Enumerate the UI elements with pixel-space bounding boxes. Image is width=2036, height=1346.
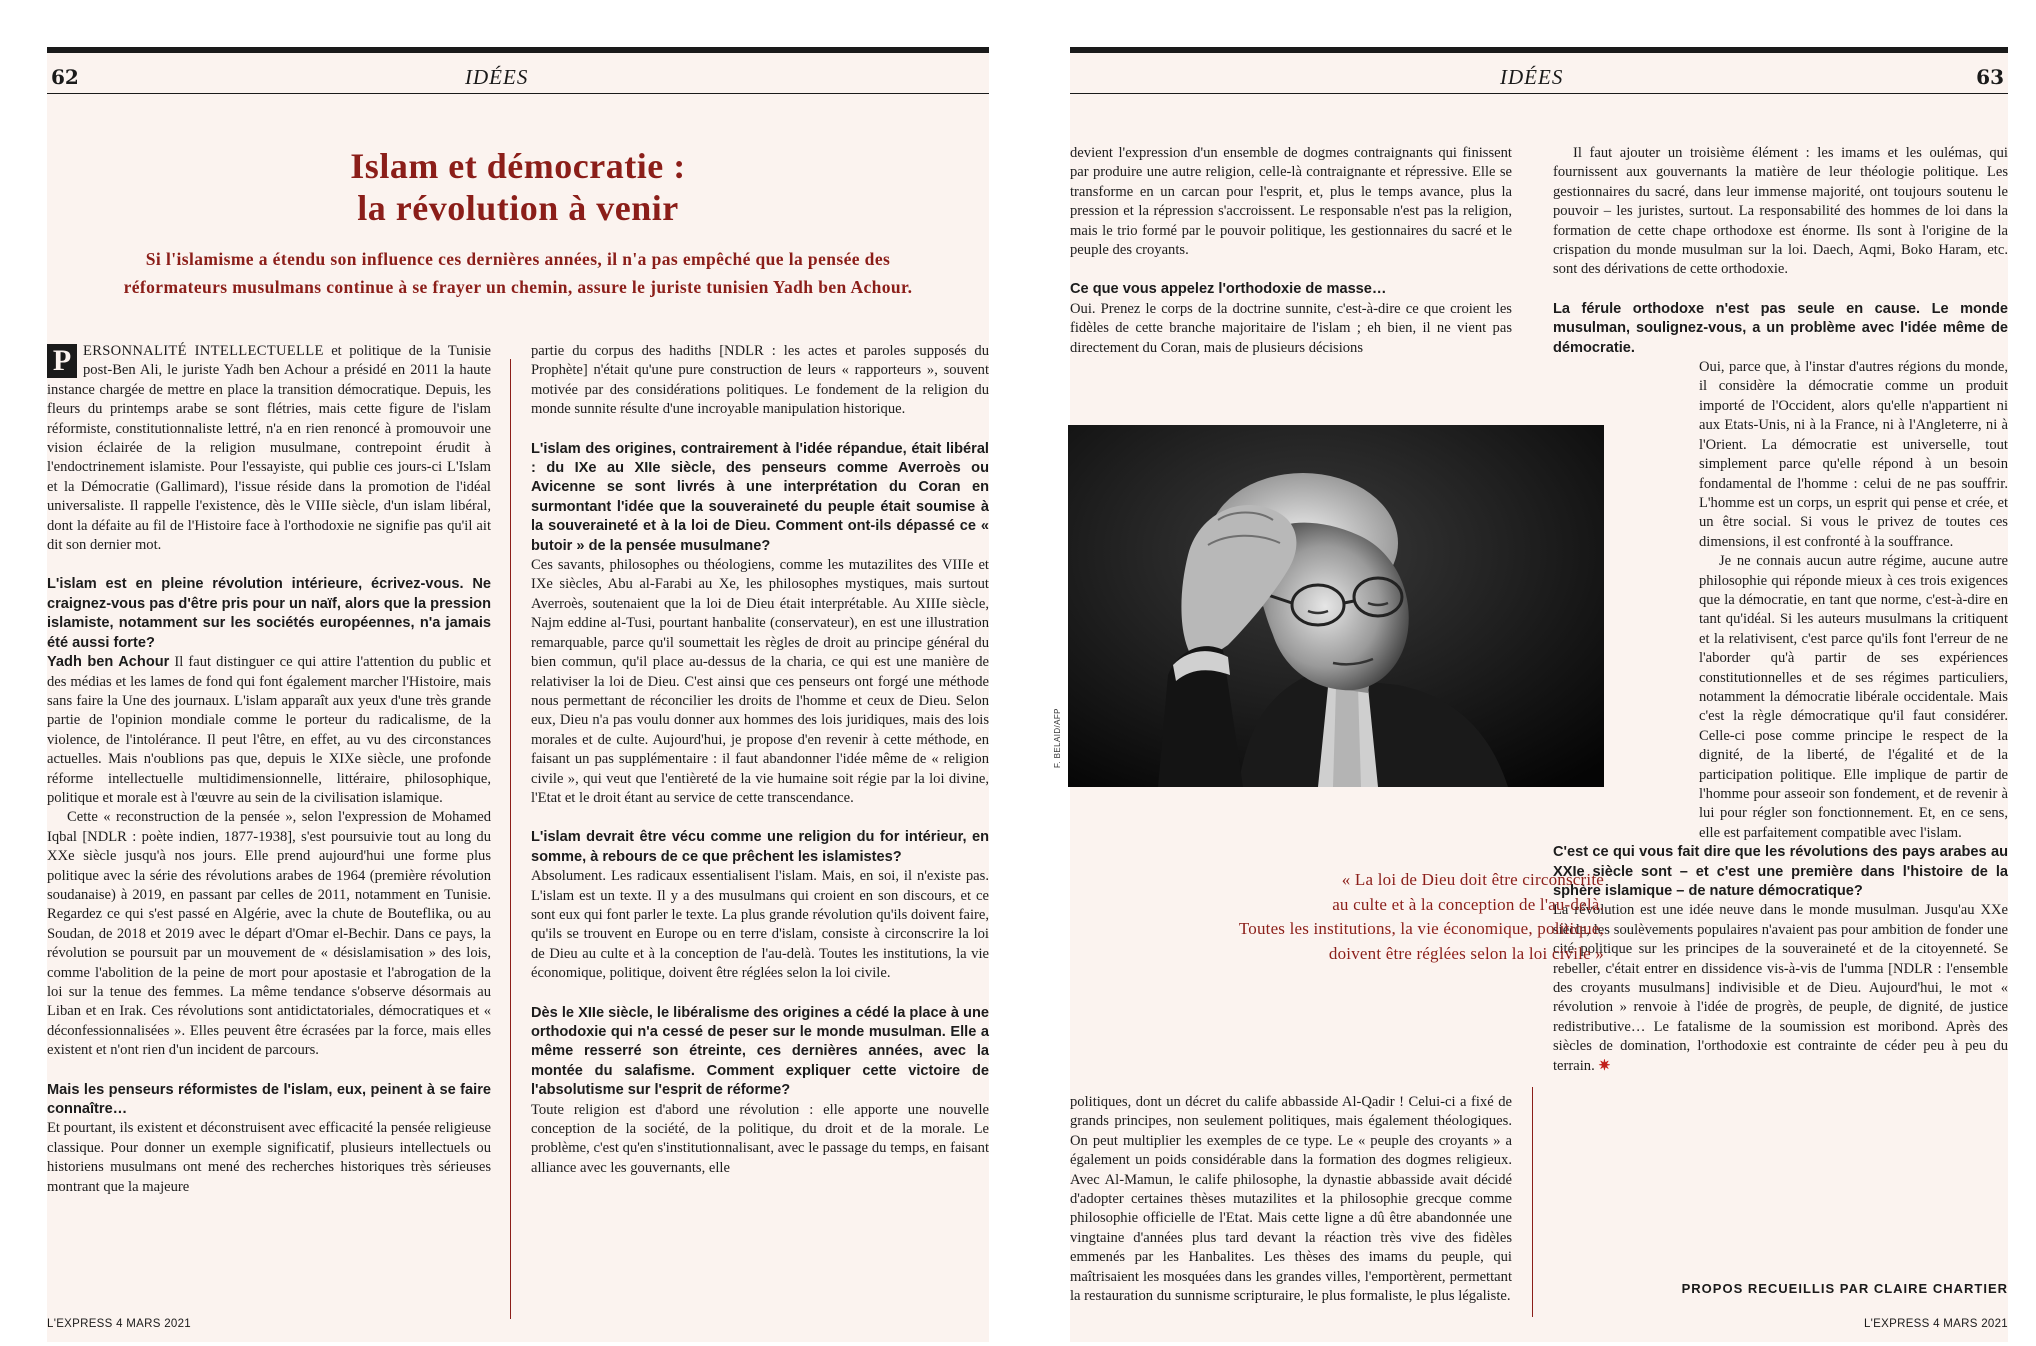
article-column-3-bottom xyxy=(1070,1093,1512,1306)
speaker-name: Yadh ben Achour xyxy=(47,654,170,671)
article-column-1 xyxy=(47,342,491,1197)
answer-2: Et pourtant, ils existent et déconstruisent avec efficacité la pensée religieuse classique. Pour donner un exemple significatif, plusieurs intellectuels ou historiens musulmans ont mené des recherches historiques très sérieuses montrant que la majeure xyxy=(47,1120,491,1195)
column-4-paragraph: Il faut ajouter un troisième élément : les imams et les oulémas, qui fournissent aux gouvernants la matière de leur théologie politique. Les gestionnaires du sacré, dans leur immense majorité, ont toujours soutenu le pouvoir – les juristes, surtout. La responsabilité des hommes de loi dans la formation de cette chape orthodoxe est énorme. Ils sont à l'origine de la crispation du monde musulman sur la loi. Daech, Aqmi, Boko Haram, etc. sont des dérivations de cette orthodoxie. xyxy=(1553,145,2008,278)
article-standfirst xyxy=(77,245,959,301)
pullquote-line-1: « La loi de Dieu doit être circonscrite xyxy=(1341,870,1604,889)
headline-line-2: la révolution à venir xyxy=(357,188,679,228)
question-6: Ce que vous appelez l'orthodoxie de masse… xyxy=(1070,281,1387,298)
question-5: Dès le XIIe siècle, le libéralisme des origines a cédé la place à une orthodoxie qui n'a cessé de peser sur le monde musulman. Elle a même resserré son étreinte, ces dernières années, avec la montée du salafisme. Comment expliquer cette victoire de l'absolutisme sur l'esprit de réforme? xyxy=(531,1004,989,1099)
column-3-bottom-paragraph: politiques, dont un décret du calife abbasside Al-Qadir ! Celui-ci a fixé de grands principes, non seulement politiques, mais également théologiques. On peut multiplier les exemples de ce type. Le « peuple des croyants » a également un poids considérable dans la formation des dogmes religieux. Avec Al-Mamun, le calife philosophe, la dynastie abbasside avait décidé d'adopter certaines thèses mutazilites et la philosophie grecque comme philosophie officielle de l'Etat. Mais cette ligne a dû être abandonnée une vingtaine d'années plus tard devant la réaction très vive des fidèles emmenés par les Hanbalites. Les thèses des imams du peuple, qui maîtrisaient les mosquées dans les grandes villes, l'emportèrent, permettant la restauration du sunnisme scripturaire, le plus formaliste, le plus légaliste. xyxy=(1070,1094,1512,1305)
answer-4: Absolument. Les radicaux essentialisent l'islam. Mais, en soi, il n'existe pas. L'islam est un texte. Il y a des musulmans qui croient en son discours, et ce sont eux qui font parler le texte. La plus grande révolution qu'ils doivent faire, qu'ils se trouvent en Europe ou en terre d'islam, consiste à circonscrire la loi de Dieu au culte et à la conception de l'au-delà. Toutes les institutions, la vie économique, politique, doivent être réglées selon la loi civile. xyxy=(531,868,989,982)
page-number: 63 xyxy=(1976,65,2004,89)
answer-8-text: La révolution est une idée neuve dans le monde musulman. Jusqu'au XXe siècle, les soulèvements populaires n'avaient pas pour ambition de fonder une cité politique sur les principes de la souveraineté et de la citoyenneté. Se rebeller, c'était entrer en dissidence vis-à-vis de l'umma [NDLR : l'ensemble des croyants musulmans] indivisible et de Dieu. Aujourd'hui, le mot « révolution » renvoie à l'idée de progrès, de peuple, de dignité, de justice redistributive… Le fatalisme de la soumission est moribond. Après des siècles de domination, l'orthodoxie est contrainte de céder peu à peu du terrain. xyxy=(1553,902,2008,1074)
answer-8 xyxy=(1553,901,2008,1076)
pullquote-line-2: au culte et à la conception de l'au-delà. xyxy=(1332,894,1604,914)
answer-1 xyxy=(47,653,491,808)
answer-7-block xyxy=(1553,358,2008,843)
pull-quote xyxy=(1190,868,1604,966)
intro-smallcaps: ERSONNALITÉ INTELLECTUELLE xyxy=(83,343,324,359)
answer-1-text: Il faut distinguer ce qui attire l'attention du public et des médias et les lames de fond qui font également marcher l'Histoire, mais sans faire la Une des journaux. L'islam apparaît aux yeux d'une très grande partie de l'opinion mondiale comme le porteur du radicalisme, de la violence, de l'intolérance. Il peut l'être, en effet, au vu des circonstances actuelles. Mais n'oublions pas que, depuis le XIXe siècle, une profonde réforme intellectuelle multidimensionnelle, littéraire, philosophique, politique et morale est à l'œuvre au sein de la civilisation islamique. xyxy=(47,654,491,806)
page-number: 62 xyxy=(51,65,79,89)
column-3-paragraph: devient l'expression d'un ensemble de dogmes contraignants qui finissent par produire une autre religion, celle-là contraignante et répressive. Elle se transforme en un carcan pour l'esprit, et, plus le temps avance, plus la pression et la répression s'accroissent. Le responsable n'est pas la religion, mais le trio formé par le pouvoir politique, les gestionnaires du sacré et le peuple des croyants. xyxy=(1070,145,1512,259)
left-page xyxy=(47,47,989,1342)
answer-5: Toute religion est d'abord une révolution : elle apporte une nouvelle conception de la société, de la politique, du droit et de la morale. Le problème, c'est qu'en s'institutionnalisant, avec le passage du temps, en faisant alliance avec les gouvernants, elle xyxy=(531,1101,989,1176)
intro-text: et politique de la Tunisie post-Ben Ali, le juriste Yadh ben Achour a présidé en 2011 la haute instance chargée de mettre en place la transition démocratique. Depuis, les fleurs du printemps arabe se sont flétries, mais cette figure de l'islam réformiste, constitutionnaliste lettré, n'a en rien renoncé à promouvoir une vision éclairée de la religion musulmane, contrepoint érudit à l'endoctrinement islamiste. Pour l'essayiste, qui publie ces jours-ci L'Islam et la Démocratie (Gallimard), l'issue réside dans la promotion de l'idéal universaliste. Il rappelle l'existence, dès le VIIIe siècle, d'un islam libéral, dont la défaite au fil de l'Histoire face à l'orthodoxie ne signifie pas qu'il ait dit son dernier mot. xyxy=(47,343,491,554)
article-column-4 xyxy=(1553,144,2008,1076)
section-rubric: IDÉES xyxy=(1500,65,1564,89)
column-rule xyxy=(1532,1087,1533,1317)
question-3: L'islam des origines, contrairement à l'idée répandue, était libéral : du IXe au XIIe siècle, des penseurs comme Averroès ou Avicenne se sont livrés à une interprétation du Coran en surmontant l'idée que la souveraineté du peuple était soumise à la souveraineté et à la loi de Dieu. Comment ont-ils dépassé ce « butoir » de la pensée musulmane? xyxy=(531,440,989,554)
end-mark: ✷ xyxy=(1598,1057,1611,1074)
answer-6: Oui. Prenez le corps de la doctrine sunnite, c'est-à-dire ce que croient les fidèles de cette branche majoritaire de l'islam ; eh bien, il ne vient pas directement du Coran, mais de plusieurs décisions xyxy=(1070,300,1512,356)
page-footer: L'EXPRESS 4 MARS 2021 xyxy=(1863,1318,2008,1330)
portrait-photo-image xyxy=(1068,425,1604,787)
column-rule xyxy=(510,359,511,1319)
article-column-2 xyxy=(531,342,989,1178)
left-page-header xyxy=(47,47,989,94)
column-2-paragraph: partie du corpus des hadiths [NDLR : les actes et paroles supposés du Prophète] n'était qu'une pure construction de leurs « rapporteurs », souvent motivée par des considérations politiques. Le fondement de la religion du monde sunnite résulte d'une incroyable manipulation historique. xyxy=(531,343,989,418)
answer-7: Oui, parce que, à l'instar d'autres régions du monde, il considère la démocratie comme un produit importé de l'Occident, alors qu'elle n'appartient ni aux Etats-Unis, ni à la France, ni à l'Angleterre, ni à l'Orient. La démocratie est universelle, tout simplement parce qu'elle répond à un besoin fondamental de l'homme : celui de ne pas souffrir. L'homme est un corps, un esprit qui pense et crée, et un être social. Si vous le privez de toutes ces dimensions, il est confronté à la souffrance. xyxy=(1699,359,2008,550)
photo-credit: F. BELAID/AFP xyxy=(1053,708,1062,768)
author-photo xyxy=(1068,425,1604,787)
section-rubric: IDÉES xyxy=(465,65,529,89)
article-headline xyxy=(107,145,929,229)
question-7: La férule orthodoxe n'est pas seule en cause. Le monde musulman, soulignez-vous, a un problème avec l'idée même de démocratie. xyxy=(1553,300,2008,356)
pullquote-line-3: Toutes les institutions, la vie économique, politique, xyxy=(1238,919,1604,938)
page-footer: L'EXPRESS 4 MARS 2021 xyxy=(47,1318,192,1330)
answer-3: Ces savants, philosophes ou théologiens, comme les mutazilites des VIIIe et IXe siècles, Abu al-Farabi au Xe, les philosophes mystiques, mais surtout Averroès, soutenaient que la loi de Dieu était interprétable. Au XIIIe siècle, Najm eddine al-Tusi, pourtant hanbalite (conservateur), en est une illustration remarquable, parce qu'il soumettait les règles de droit au principe général du bien commun, qu'il place au-dessus de la charia, ce qui est une manière de relativiser la loi de Dieu. C'est ainsi que ces penseurs ont forgé une méthode nous permettant de réconcilier les droits de l'homme et ceux de Dieu. Selon eux, Dieu n'a pas voulu donner aux hommes des lois juridiques, mais des lois morales et de culte. Aujourd'hui, je propose d'en revenir à cette méthode, en faisant un pas supplémentaire : il faut abandonner l'idée même de « religion civile », qui veut que l'entièreté de la vie humaine soit régie par la loi divine, l'Etat et le droit étant au service de cette transcendance. xyxy=(531,557,989,806)
question-8: C'est ce qui vous fait dire que les révolutions des pays arabes au XXIe siècle sont – et c'est une première dans l'histoire de la sphère islamique – de nature démocratique? xyxy=(1553,844,2008,900)
headline-line-1: Islam et démocratie : xyxy=(350,146,686,186)
question-4: L'islam devrait être vécu comme une religion du for intérieur, en somme, à rebours de ce que prêchent les islamistes? xyxy=(531,829,989,865)
right-page-header xyxy=(1070,47,2008,94)
pullquote-line-4: doivent être réglées selon la loi civile » xyxy=(1328,943,1604,963)
standfirst-line-2: réformateurs musulmans continue à se frayer un chemin, assure le juriste tunisien Yadh ben Achour. xyxy=(123,277,913,297)
intro-paragraph xyxy=(47,342,491,555)
answer-1-continued: Cette « reconstruction de la pensée », selon l'expression de Mohamed Iqbal [NDLR : poète indien, 1877-1938], s'est poursuivie tout au long du XXe siècle jusqu'à nos jours. Elle prend aujourd'hui une forme plus politique avec la série des révolutions arabes de 1964 (première révolution soudanaise) à 2019, en passant par celles de 2011, notamment en Tunisie. Regardez ce qui s'est passé en Algérie, avec la chute de Bouteflika, ou au Soudan, de 2018 et 2019 avec le départ d'Omar el-Bechir. Dans ce pays, la révolution se poursuit par un mouvement de « désislamisation » des lois, comme l'abolition de la peine de mort pour apostasie et l'abrogation de la loi sur la tenue des femmes. La même tendance s'observe désormais au Liban et en Irak. Ces révolutions sont antidictatoriales, démocratiques et « déconfessionnalisées ». Elles peuvent être écrasées par la force, mais elles existent et n'ont rien d'un incident de parcours. xyxy=(47,809,491,1059)
signature: PROPOS RECUEILLIS PAR CLAIRE CHARTIER xyxy=(1681,1281,2008,1296)
question-1: L'islam est en pleine révolution intérieure, écrivez-vous. Ne craignez-vous pas d'être pris pour un naïf, alors que la pression islamiste, notamment sur les sociétés européennes, n'a jamais été aussi forte? xyxy=(47,576,491,651)
question-2: Mais les penseurs réformistes de l'islam, eux, peinent à se faire connaître… xyxy=(47,1081,491,1118)
standfirst-line-1: Si l'islamisme a étendu son influence ces dernières années, il n'a pas empêché que la pensée des xyxy=(145,249,891,269)
drop-cap: P xyxy=(47,344,77,378)
answer-7-continued: Je ne connais aucun autre régime, aucune autre philosophie qui réponde mieux à ces trois exigences que la démocratie, en tant que norme, c'est-à-dire en tant qu'idéal. Si les auteurs musulmans la critiquent et la relativisent, c'est parce qu'ils font l'erreur de ne l'aborder qu'à partir de ses expériences constitutionnelles et de ses régimes particuliers, notamment la démocratie libérale occidentale. Mais c'est la règle démocratique qu'il faut considérer. Celle-ci pose comme principe le respect de la dignité, de la liberté, de l'égalité et de la participation politique. Elle implique de partir de l'homme pour asseoir son fondement, et de revenir à lui pour régler son fonctionnement. Et, en ce sens, elle est parfaitement compatible avec l'islam. xyxy=(1699,553,2008,841)
article-column-3-top xyxy=(1070,144,1512,358)
